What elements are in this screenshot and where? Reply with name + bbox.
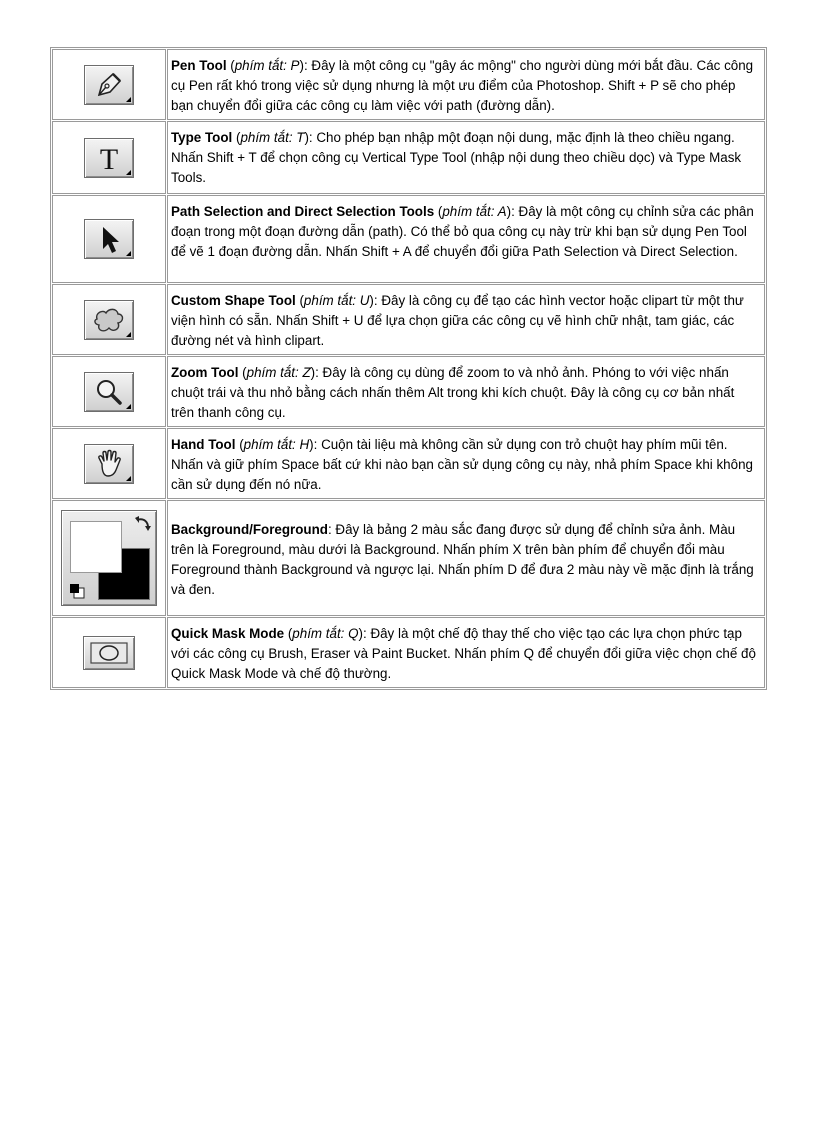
type-icon — [84, 138, 134, 178]
magnifier-icon — [84, 372, 134, 412]
icon-cell — [52, 121, 166, 194]
tool-shortcut: phím tắt: H — [243, 437, 310, 452]
tool-description: Quick Mask Mode (phím tắt: Q): Đây là một chế độ thay thế cho việc tạo các lựa chọn phức tạp với các công cụ Brush, Eraser và Paint Bucket. Nhấn phím Q để chuyển đổi giữa việc chọn chế độ Quick Mask Mode và chế độ thường. — [167, 617, 765, 688]
swap-colors-icon — [134, 515, 152, 533]
type-icon-glyph: T — [99, 142, 119, 174]
tool-name: Path Selection and Direct Selection Tools — [171, 204, 435, 219]
tool-desc-text: : Cho phép bạn nhập một đoạn nội dung, mặc định là theo chiều ngang. Nhấn Shift + T để chọn công cụ Vertical Type Tool (nhập nội dung theo chiều dọc) và Type Mask Tools. — [171, 130, 742, 185]
tool-description: Hand Tool (phím tắt: H): Cuộn tài liệu mà không cần sử dụng con trỏ chuột hay phím mũi tên. Nhấn và giữ phím Space bất cứ khi nào bạn cần sử dụng công cụ này, nhả phím Space khi không cần sử dụng đến nó nữa. — [167, 428, 765, 499]
icon-cell — [52, 617, 166, 688]
tool-desc-text: : Đây là một công cụ "gây ác mộng" cho người dùng mới bắt đầu. Các công cụ Pen rất khó trong việc sử dụng nhưng là một ưu điểm của Photoshop. Shift + P sẽ cho phép bạn chuyển đổi giữa các công cụ làm việc với path (đường dẫn). — [171, 58, 754, 113]
icon-cell — [52, 195, 166, 283]
tool-description: Pen Tool (phím tắt: P): Đây là một công cụ "gây ác mộng" cho người dùng mới bắt đầu. Các công cụ Pen rất khó trong việc sử dụng nhưng là một ưu điểm của Photoshop. Shift + P sẽ cho phép bạn chuyển đổi giữa các công cụ làm việc với path (đường dẫn). — [167, 49, 765, 120]
tool-shortcut: phím tắt: U — [303, 293, 370, 308]
table-row — [52, 195, 765, 283]
tool-name: Hand Tool — [171, 437, 236, 452]
table-row — [52, 284, 765, 355]
tool-shortcut: phím tắt: P — [234, 58, 300, 73]
hand-icon — [84, 444, 134, 484]
tool-description: Zoom Tool (phím tắt: Z): Đây là công cụ dùng để zoom to và nhỏ ảnh. Phóng to với việc nhấn chuột trái và thu nhỏ bằng cách nhấn thêm Alt trong khi kích chuột. Đây là công cụ cơ bản nhất trên thanh công cụ. — [167, 356, 765, 427]
tool-desc-text: : Đây là bảng 2 màu sắc đang được sử dụng để chỉnh sửa ảnh. Màu trên là Foreground, màu dưới là Background. Nhấn phím X trên bàn phím để chuyển đổi màu Foreground thành Background và ngược lại. Nhấn phím D để đưa 2 màu này về mặc định là trắng và đen. — [171, 521, 754, 597]
tool-description: Type Tool (phím tắt: T): Cho phép bạn nhập một đoạn nội dung, mặc định là theo chiều ngang. Nhấn Shift + T để chọn công cụ Vertical Type Tool (nhập nội dung theo chiều dọc) và Type Mask Tools. — [167, 121, 765, 194]
icon-cell — [52, 356, 166, 427]
tool-name: Quick Mask Mode — [171, 626, 285, 641]
tool-description — [167, 500, 765, 616]
tools-table — [50, 47, 767, 690]
tool-description: Path Selection and Direct Selection Tools (phím tắt: A): Đây là một công cụ chỉnh sửa các phân đoạn trong một đoạn đường dẫn (path). Có thể bỏ qua công cụ này trừ khi bạn sử dụng Pen Tool để vẽ 1 đoạn đường dẫn. Nhấn Shift + A để chuyển đổi giữa Path Selection và Direct Selection. — [167, 195, 765, 283]
tool-name: Zoom Tool — [171, 365, 239, 380]
icon-cell — [52, 500, 166, 616]
tool-shortcut: phím tắt: Q — [292, 626, 359, 641]
tool-shortcut: phím tắt: A — [442, 204, 507, 219]
table-row — [52, 49, 765, 120]
tool-description: Custom Shape Tool (phím tắt: U): Đây là công cụ để tạo các hình vector hoặc clipart từ một thư viện hình có sẵn. Nhấn Shift + U để lựa chọn giữa các công cụ vẽ hình chữ nhật, tam giác, các đường nét và hình clipart. — [167, 284, 765, 355]
table-row — [52, 428, 765, 499]
tool-shortcut: phím tắt: Z — [246, 365, 311, 380]
custom-shape-icon — [84, 300, 134, 340]
table-row — [52, 121, 765, 194]
tool-name: Background/Foreground — [171, 521, 328, 537]
table-row — [52, 617, 765, 688]
tool-name: Custom Shape Tool — [171, 293, 296, 308]
tool-shortcut: phím tắt: T — [240, 130, 305, 145]
tool-desc-text: : Cuộn tài liệu mà không cần sử dụng con trỏ chuột hay phím mũi tên. Nhấn và giữ phím Space bất cứ khi nào bạn cần sử dụng công cụ này, nhả phím Space khi không cần sử dụng đến nó nữa. — [171, 437, 753, 492]
tool-name: Pen Tool — [171, 58, 227, 73]
path-selection-arrow-icon — [84, 219, 134, 259]
icon-cell — [52, 49, 166, 120]
quick-mask-icon — [83, 636, 135, 670]
tool-desc-text: : Đây là công cụ dùng để zoom to và nhỏ ảnh. Phóng to với việc nhấn chuột trái và thu nhỏ bằng cách nhấn thêm Alt trong khi kích chuột. Đây là công cụ cơ bản nhất trên thanh công cụ. — [171, 365, 735, 420]
icon-cell — [52, 284, 166, 355]
tool-name: Type Tool — [171, 130, 233, 145]
tool-desc-text: : Đây là một chế độ thay thế cho việc tạo các lựa chọn phức tạp với các công cụ Brush, Eraser và Paint Bucket. Nhấn phím Q để chuyển đổi giữa việc chọn chế độ Quick Mask Mode và chế độ thường. — [171, 626, 756, 681]
icon-cell — [52, 428, 166, 499]
default-colors-icon — [69, 583, 85, 599]
tool-desc-text: : Đây là công cụ để tạo các hình vector hoặc clipart từ một thư viện hình có sẵn. Nhấn Shift + U để lựa chọn giữa các công cụ vẽ hình chữ nhật, tam giác, các đường nét và hình clipart. — [171, 293, 744, 348]
table-row — [52, 356, 765, 427]
color-swatches-icon — [61, 510, 157, 606]
table-row — [52, 500, 765, 616]
foreground-color-swatch — [70, 521, 122, 573]
tool-desc-text: : Đây là một công cụ chỉnh sửa các phân đoạn trong một đoạn đường dẫn (path). Có thể bỏ qua công cụ này trừ khi bạn sử dụng Pen Tool để vẽ 1 đoạn đường dẫn. Nhấn Shift + A để chuyển đổi giữa Path Selection và Direct Selection. — [171, 204, 754, 259]
pen-icon — [84, 65, 134, 105]
